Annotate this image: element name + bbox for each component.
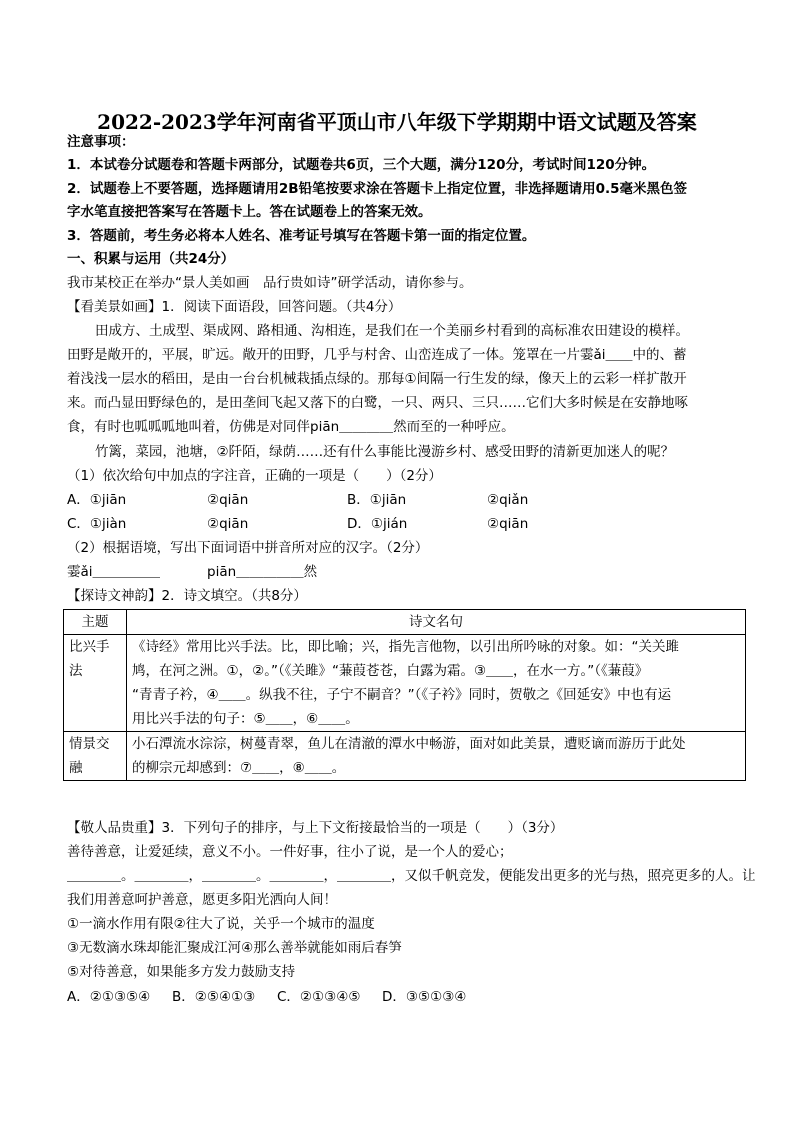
note-1: 1．本试卷分试题卷和答题卡两部分，试题卷共6页，三个大题，满分120分，考试时间120分钟。 (67, 157, 656, 173)
option: ②qiǎn (487, 492, 529, 508)
content-cell (127, 732, 746, 781)
option: D．①jián (347, 516, 408, 532)
q1-sub2: （2）根据语境，写出下面词语中拼音所对应的汉字。（2分） (67, 540, 429, 556)
q2-header: 【探诗文神韵】2．诗文填空。（共8分） (67, 588, 307, 604)
table-header: 诗文名句 (127, 610, 746, 635)
q3-line: ＿＿＿＿。＿＿＿＿，＿＿＿＿。＿＿＿＿，＿＿＿＿，又似千帆竞发，便能发出更多的光与热，照亮更多的人。让 (67, 868, 756, 884)
section-heading: 一、积累与运用（共24分） (67, 251, 235, 267)
theme-cell: 情景交融 (64, 732, 127, 781)
option: A．②①③⑤④ (67, 989, 151, 1005)
q3-line: ⑤对待善意，如果能多方发力鼓励支持 (67, 964, 296, 980)
cell-line: “青青子衿，④＿＿。纵我不往，子宁不嗣音？”（《子衿》同时，贺敬之《回延安》中也有运 (132, 687, 672, 703)
q1-sub1: （1）依次给句中加点的字注音，正确的一项是（ ）（2分） (67, 468, 442, 484)
note-2-cont: 字水笔直接把答案写在答题卡上。答在试题卷上的答案无效。 (67, 204, 432, 220)
note-2: 2．试题卷上不要答题，选择题请用2B铅笔按要求涂在答题卡上指定位置，非选择题请用0.5毫米黑色签 (67, 181, 687, 197)
q3-line: ①一滴水作用有限②往大了说，关乎一个城市的温度 (67, 916, 375, 932)
document-title: 2022-2023学年河南省平顶山市八年级下学期期中语文试题及答案 (97, 110, 697, 134)
cell-line: 鸠，在河之洲。①，②。”（《关雎》“蒹葭苍苍，白露为霜。③＿＿，在水一方。”（《蒹葭》 (132, 663, 649, 679)
passage-line: 田成方、土成型、渠成网、路相通、沟相连，是我们在一个美丽乡村看到的高标准农田建设的模样。 (95, 323, 689, 339)
poetry-table (63, 609, 746, 781)
option: D．③⑤①③④ (382, 989, 467, 1005)
option: C．②①③④⑤ (277, 989, 361, 1005)
cell-line: 《诗经》常用比兴手法。比，即比喻；兴，指先言他物，以引出所吟咏的对象。如：“关关雎 (132, 639, 679, 655)
option: ②qiān (207, 492, 249, 508)
blank: 霎ǎi＿＿＿＿＿ (67, 564, 161, 580)
option: ②qiān (207, 516, 249, 532)
cell-line: 小石潭流水淙淙，树蔓青翠，鱼儿在清澈的潭水中畅游，面对如此美景，遭贬谪而游历于此处 (132, 736, 686, 752)
option: C．①jiàn (67, 516, 127, 532)
q1-blanks (67, 563, 317, 581)
q3-line: 善待善意，让爱延续，意义不小。一件好事，往小了说，是一个人的爱心； (67, 844, 513, 860)
notes-heading: 注意事项： (67, 134, 135, 150)
passage-line: 来。而凸显田野绿色的，是田垄间飞起又落下的白鹭，一只、两只、三只……它们大多时候是在安静地啄 (67, 395, 688, 411)
table-row (64, 635, 746, 732)
q1-options-row (67, 491, 627, 509)
intro-text: 我市某校正在举办“景人美如画 品行贵如诗”研学活动，请你参与。 (67, 275, 473, 291)
table-header: 主题 (64, 610, 127, 635)
q3-header: 【敬人品贵重】3．下列句子的排序，与上下文衔接最恰当的一项是（ ）（3分） (67, 820, 564, 836)
q3-line: 我们用善意呵护善意，愿更多阳光洒向人间！ (67, 892, 337, 908)
note-3: 3．答题前，考生务必将本人姓名、准考证号填写在答题卡第一面的指定位置。 (67, 228, 536, 244)
blank: piān＿＿＿＿＿然 (207, 564, 318, 580)
passage-line: 食，有时也呱呱呱地叫着，仿佛是对同伴piān＿＿＿＿然而至的一种呼应。 (67, 419, 515, 435)
q3-options-row (67, 988, 466, 1006)
cell-line: 的柳宗元却感到：⑦＿＿，⑧＿＿。 (132, 760, 346, 776)
passage-line: 田野是敞开的，平展，旷远。敞开的田野，几乎与村舍、山峦连成了一体。笼罩在一片霎ǎi＿＿中的、蓄 (67, 347, 687, 363)
table-row (64, 732, 746, 781)
q1-header: 【看美景如画】1．阅读下面语段，回答问题。（共4分） (67, 299, 402, 315)
option: A．①jiān (67, 492, 127, 508)
option: ②qiān (487, 516, 529, 532)
option: B．①jiān (347, 492, 407, 508)
theme-cell: 比兴手法 (64, 635, 127, 732)
q3-line: ③无数滴水珠却能汇聚成江河④那么善举就能如雨后春笋 (67, 940, 402, 956)
content-cell (127, 635, 746, 732)
option: B．②⑤④①③ (172, 989, 256, 1005)
q1-options-row (67, 515, 627, 533)
cell-line: 用比兴手法的句子：⑤＿＿，⑥＿＿。 (132, 711, 359, 727)
passage-line: 着浅浅一层水的稻田，是由一台台机械栽插点绿的。那每①间隔一行生发的绿，像天上的云彩一样扩散开 (67, 371, 687, 387)
passage-line: 竹篱，菜园，池塘，②阡陌，绿荫……还有什么事能比漫游乡村、感受田野的清新更加迷人的呢？ (95, 444, 675, 460)
